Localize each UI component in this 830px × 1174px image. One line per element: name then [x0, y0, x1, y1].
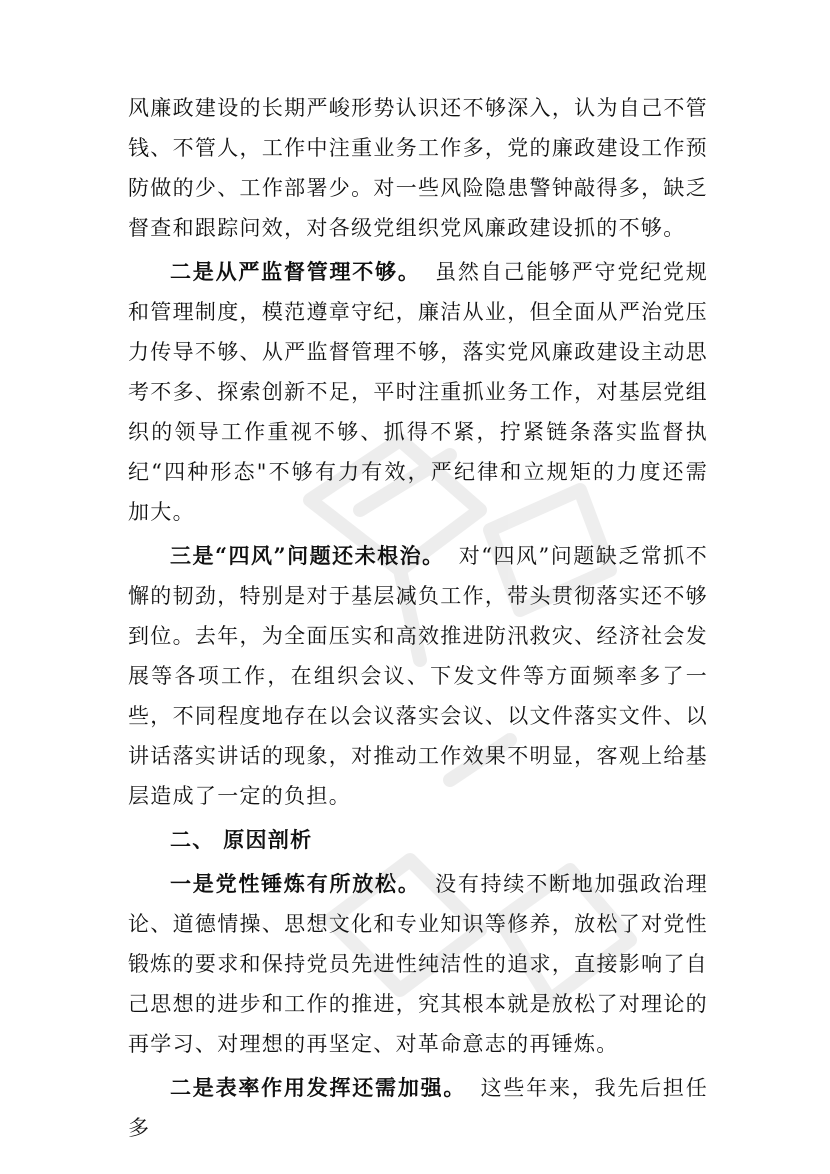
section-heading-text: 二、 原因剖析 [170, 827, 313, 852]
paragraph-5-text: 没有持续不断地加强政治理论、道德情操、思想文化和专业知识等修养，放松了对党性锻炼的要求和保持党员先进性纯洁性的追求，直接影响了自己思想的进步和工作的推进，究其根本就是放松了对理论的再学习、对理想的再坚定、对革命意志的再锤炼。 [128, 872, 708, 1056]
paragraph-6-lead: 二是表率作用发挥还需加强。 [170, 1075, 467, 1100]
paragraph-6 [128, 1068, 708, 1148]
paragraph-3-text: 对“四风”问题缺乏常抓不懈的韧劲，特别是对于基层减负工作，带头贯彻落实还不够到位。去年，为全面压实和高效推进防汛救灾、经济社会发展等各项工作，在组织会议、下发文件等方面频率多了一些，不同程度地存在以会议落实会议、以文件落实文件、以讲话落实讲话的现象，对推动工作效果不明显，客观上给基层造成了一定的负担。 [128, 544, 708, 808]
paragraph-3 [128, 536, 708, 816]
paragraph-5-lead: 一是党性锤炼有所放松。 [170, 871, 421, 896]
paragraph-2-lead: 二是从严监督管理不够。 [170, 259, 421, 284]
document-body [128, 88, 708, 1148]
paragraph-1 [128, 88, 708, 248]
paragraph-5 [128, 864, 708, 1064]
paragraph-1-text: 风廉政建设的长期严峻形势认识还不够深入，认为自己不管钱、不管人，工作中注重业务工作多，党的廉政建设工作预防做的少、工作部署少。对一些风险隐患警钟敲得多，缺乏督查和跟踪问效，对各级党组织党风廉政建设抓的不够。 [128, 96, 708, 240]
paragraph-6-text: 这些年来，我先后担任多 [128, 1076, 708, 1140]
paragraph-3-lead: 三是“四风”问题还未根治。 [170, 543, 445, 568]
paragraph-2-text: 虽然自己能够严守党纪党规和管理制度，模范遵章守纪，廉洁从业，但全面从严治党压力传导不够、从严监督管理不够，落实党风廉政建设主动思考不多、探索创新不足，平时注重抓业务工作，对基层党组织的领导工作重视不够、抓得不紧，拧紧链条落实监督执纪“四种形态"不够有力有效，严纪律和立规矩的力度还需加大。 [128, 260, 708, 524]
paragraph-2 [128, 252, 708, 532]
section-heading [128, 820, 708, 860]
